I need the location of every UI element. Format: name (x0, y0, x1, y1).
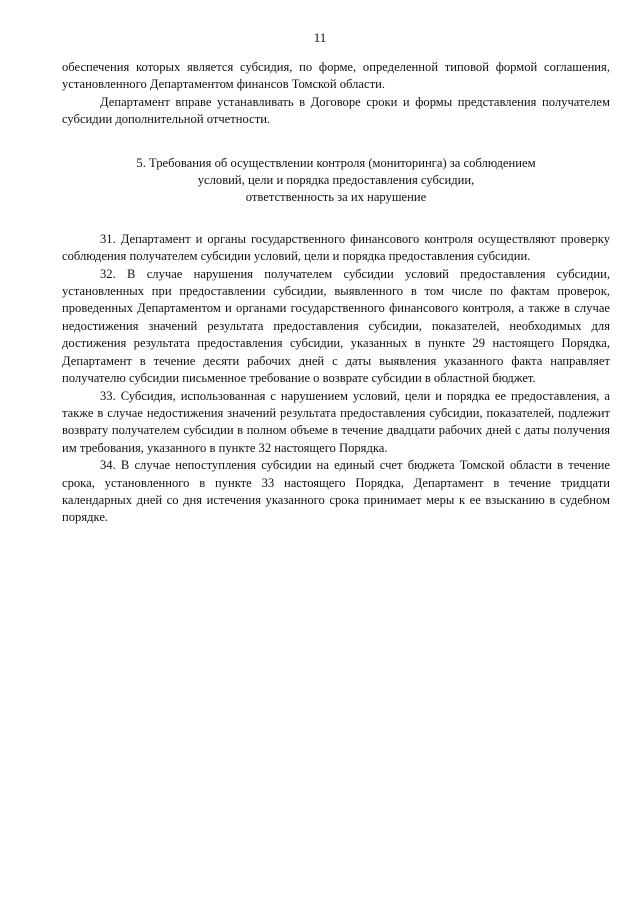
paragraph-33: 33. Субсидия, использованная с нарушением условий, цели и порядка ее предоставления, а также в случае недостижения значений результата предоставления субсидии, показателей, подлежит возврату получателем субсидии в полном объеме в течение двадцати рабочих дней с даты получения им требования, указанного в пункте 32 настоящего Порядка. (62, 388, 610, 455)
paragraph-32: 32. В случае нарушения получателем субсидии условий предоставления субсидии, установленных при предоставлении субсидии, выявленного в том числе по фактам проверок, проведенных Департаментом и органами государственного финансового контроля, а также в случае недостижения значений результата предоставления субсидии, показателей, необходимых для достижения результата предоставления субсидии, указанных в пункте 29 настоящего Порядка, Департамент в течение десяти рабочих дней с даты выявления указанного факта направляет получателю субсидии письменное требование о возврате субсидии в областной бюджет. (62, 266, 610, 386)
section-heading (62, 155, 610, 207)
section-heading-line: условий, цели и порядка предоставления субсидии, (197, 173, 475, 188)
paragraph-34: 34. В случае непоступления субсидии на единый счет бюджета Томской области в течение срока, установленного в пункте 33 настоящего Порядка, Департамент в течение тридцати календарных дней со дня истечения указанного срока принимает меры к ее взысканию в судебном порядке. (62, 458, 610, 525)
paragraph-reporting: Департамент вправе устанавливать в Договоре сроки и формы представления получателем субсидии дополнительной отчетности. (62, 94, 610, 127)
section-heading-line: ответственность за их нарушение (245, 190, 427, 205)
page-number: 11 (313, 30, 327, 45)
document-body (62, 59, 610, 527)
paragraph-continuation: обеспечения которых является субсидия, по форме, определенной типовой формой соглашения, установленного Департаментом финансов Томской области. (62, 60, 610, 92)
section-heading-line: 5. Требования об осуществлении контроля (мониторинга) за соблюдением (136, 155, 536, 170)
paragraph-31: 31. Департамент и органы государственного финансового контроля осуществляют проверку соблюдения получателем субсидии условий, цели и порядка предоставления субсидии. (62, 231, 610, 264)
